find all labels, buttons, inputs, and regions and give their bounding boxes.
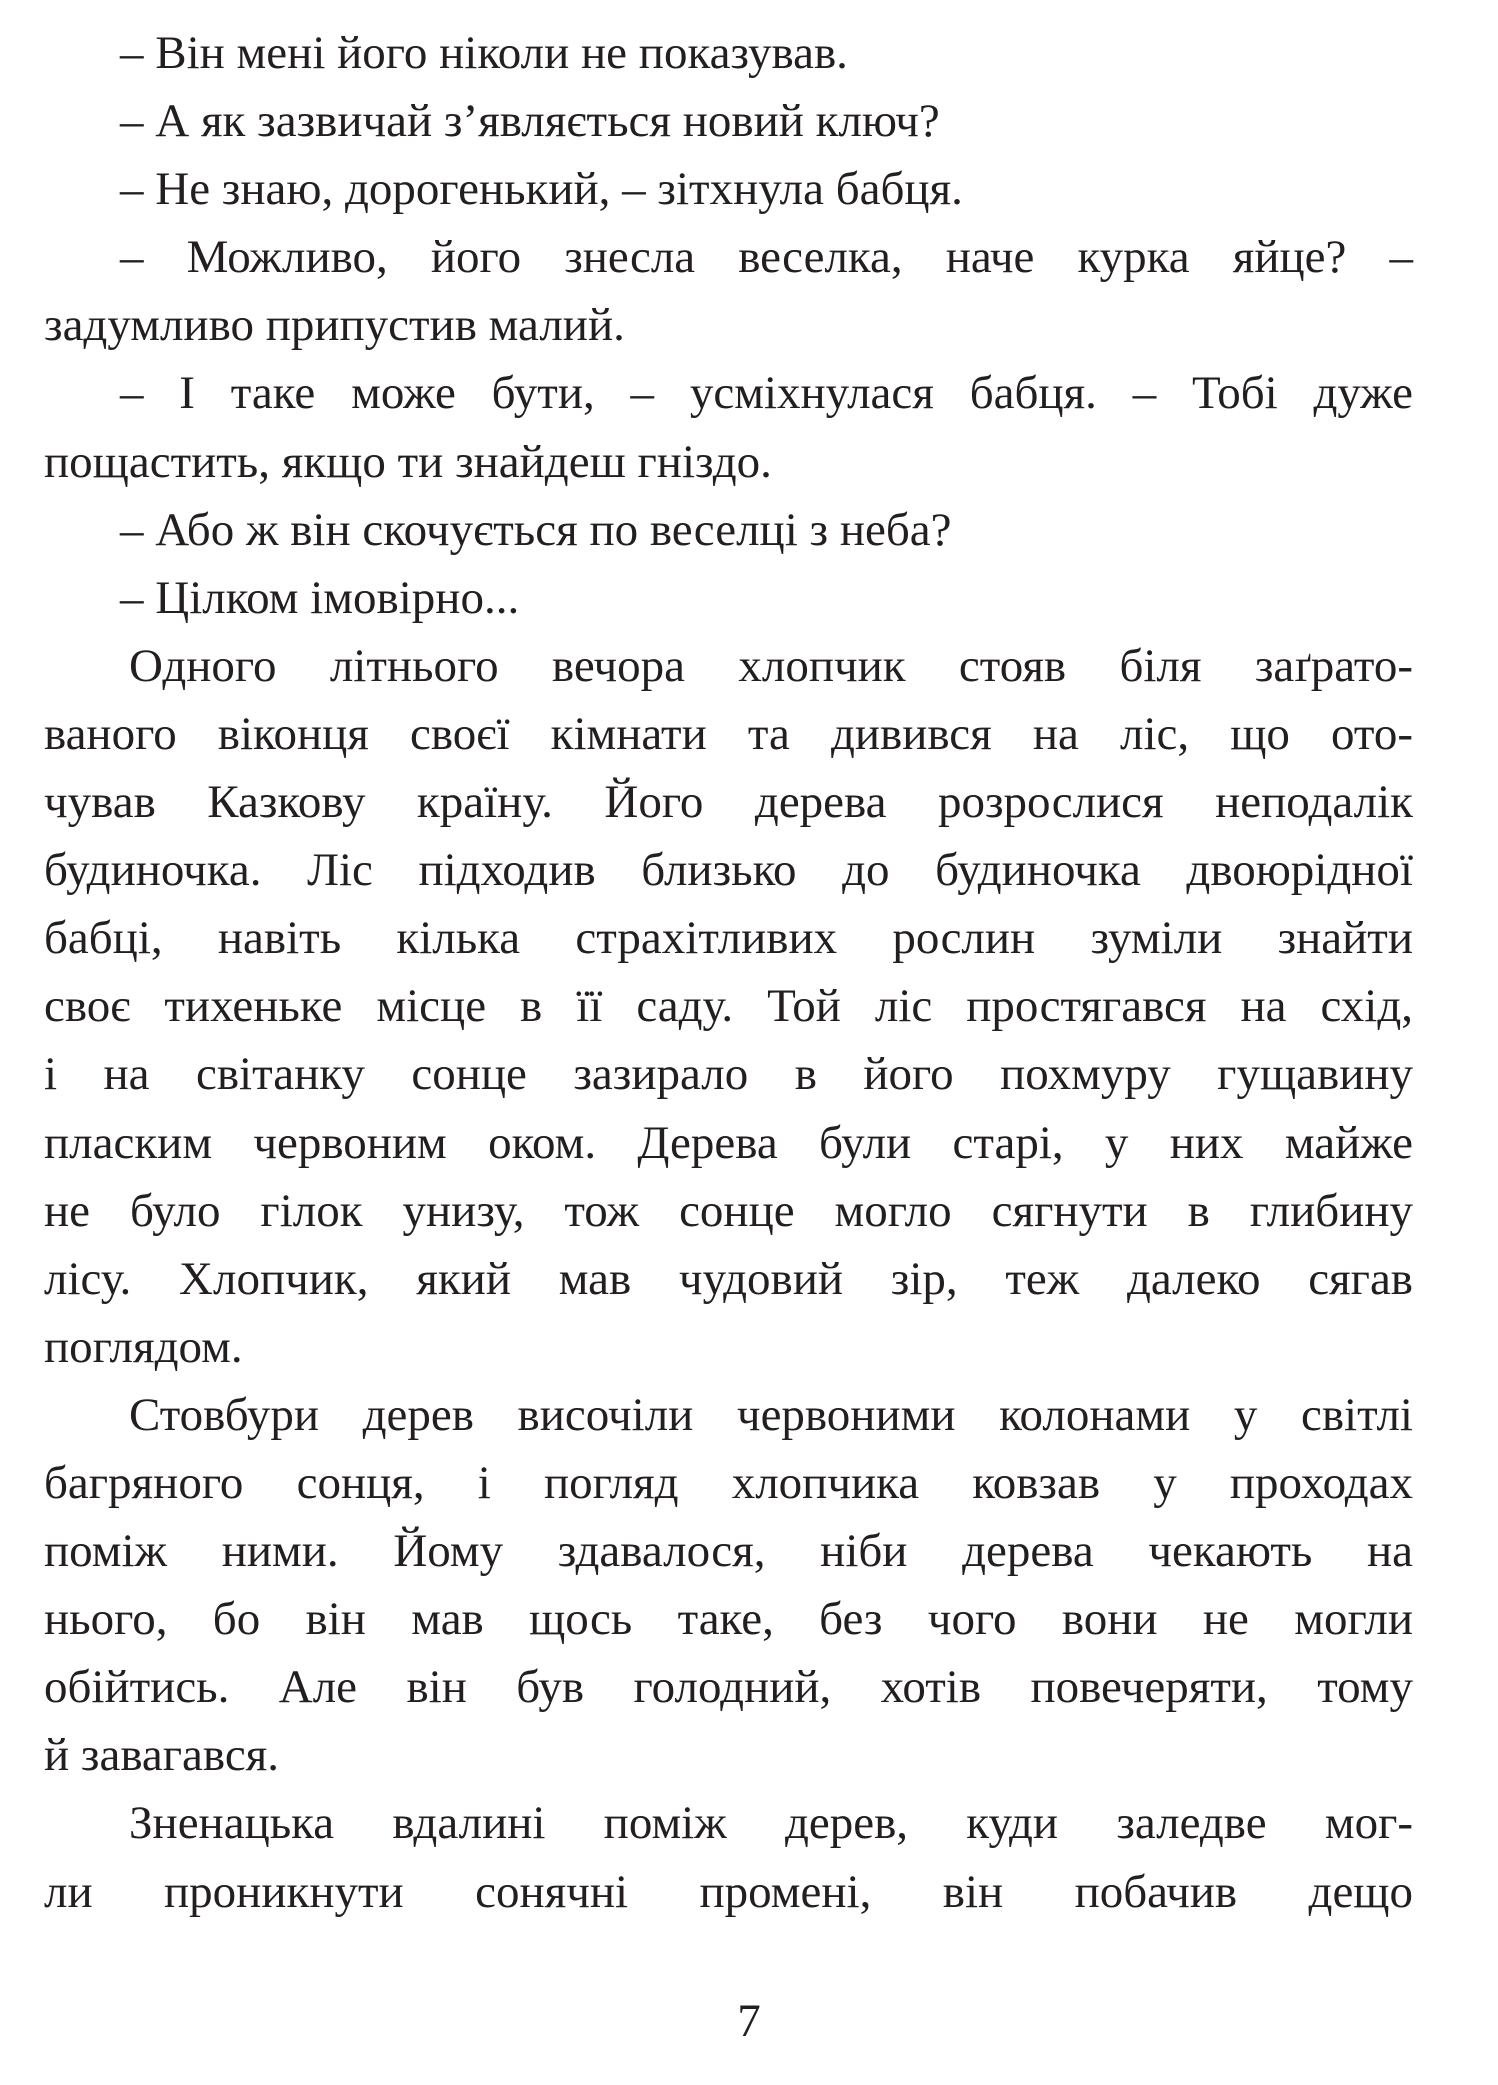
text-line: – Цілком імовірно... — [120, 571, 520, 624]
text-line: Стовбури дерев височіли червоними колонами у світлі — [129, 1388, 1413, 1441]
text-line: пласким червоним оком. Дерева були старі, у них майже — [44, 1116, 1413, 1169]
text-line: Зненацька вдалині поміж дерев, куди заледве мог- — [129, 1797, 1413, 1850]
text-line: і на світанку сонце зазирало в його похмуру гущавину — [44, 1048, 1413, 1101]
text-line: чував Казкову країну. Його дерева розрослися неподалік — [44, 776, 1413, 829]
text-line: – Або ж він скочується по веселці з неба? — [120, 503, 952, 556]
text-line: ваного віконця своєї кімнати та дивився на ліс, що ото- — [44, 707, 1413, 760]
text-line: будиночка. Ліс підходив близько до будиночка двоюрідної — [44, 844, 1413, 897]
page-number: 7 — [737, 1995, 761, 2047]
text-line: бабці, навіть кілька страхітливих рослин зуміли знайти — [44, 912, 1413, 965]
text-line: поглядом. — [44, 1320, 243, 1373]
text-line: поміж ними. Йому здавалося, ніби дерева чекають на — [44, 1525, 1413, 1578]
text-line: ли проникнути сонячні промені, він побачив дещо — [44, 1865, 1413, 1918]
text-line: лісу. Хлопчик, який мав чудовий зір, теж далеко сягав — [44, 1252, 1413, 1305]
text-line: нього, бо він мав щось таке, без чого вони не могли — [44, 1593, 1413, 1646]
text-line: обійтись. Але він був голодний, хотів повечеряти, тому — [44, 1661, 1413, 1714]
text-line: – А як зазвичай з’являється новий ключ? — [120, 95, 940, 148]
text-line: задумливо припустив малий. — [44, 299, 625, 352]
text-line: Одного літнього вечора хлопчик стояв біля заґрато- — [129, 639, 1413, 692]
text-line: пощастить, якщо ти знайдеш гніздо. — [44, 435, 772, 488]
text-line: не було гілок унизу, тож сонце могло сягнути в глибину — [44, 1184, 1413, 1237]
text-line: – І таке може бути, – усміхнулася бабця. – Тобі дуже — [120, 367, 1413, 420]
page-text — [44, 19, 1413, 1926]
text-line: – Можливо, його знесла веселка, наче курка яйце? – — [120, 231, 1413, 284]
text-line: – Він мені його ніколи не показував. — [120, 27, 848, 79]
text-line: багряного сонця, і погляд хлопчика ковзав у проходах — [44, 1456, 1413, 1509]
text-line: – Не знаю, дорогенький, – зітхнула бабця. — [120, 163, 963, 216]
text-line: й завагався. — [44, 1729, 280, 1782]
text-line: своє тихеньке місце в її саду. Той ліс простягався на схід, — [44, 980, 1413, 1033]
